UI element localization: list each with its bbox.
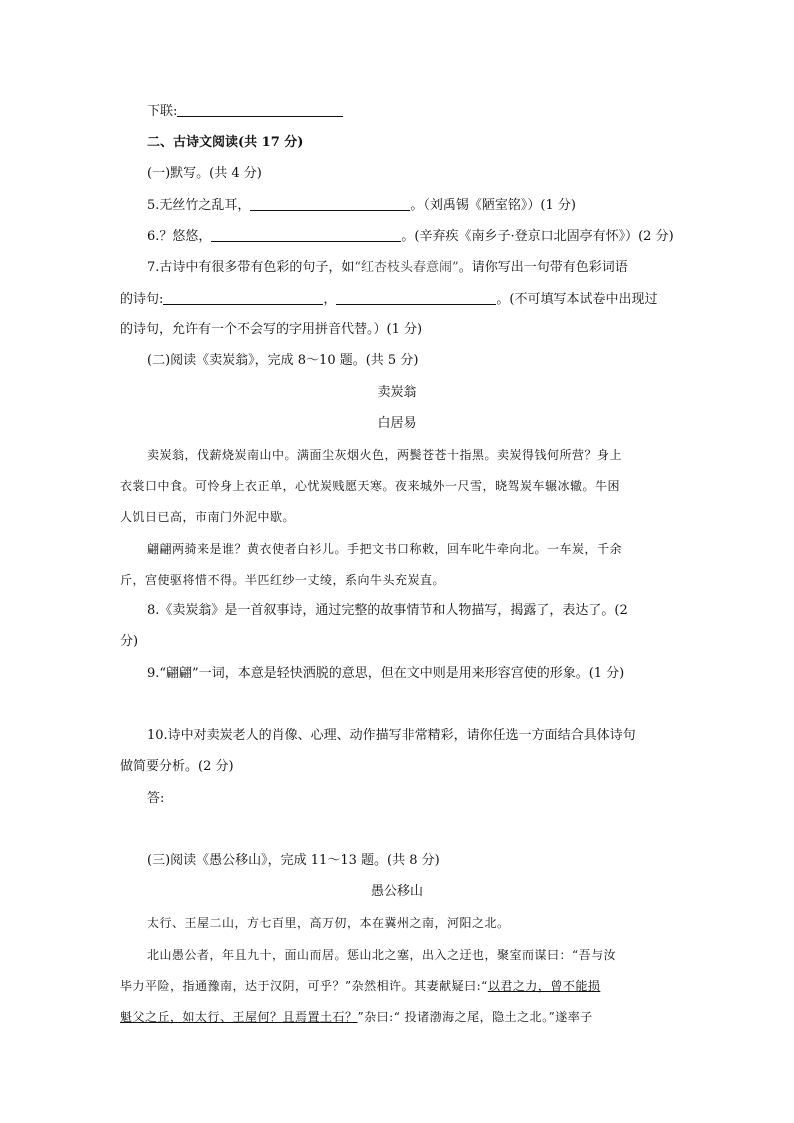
question-10: 10.诗中对卖炭老人的肖像、心理、动作描写非常精彩，请你任选一方面结合具体诗句 xyxy=(147,728,636,743)
poem-line: 人饥日已高，市南门外泥中歇。 xyxy=(120,510,296,524)
answer-blank[interactable] xyxy=(163,290,323,305)
answer-blank[interactable] xyxy=(177,102,343,117)
subsection-heading: (二)阅读《卖炭翁》，完成 8～10 题。(共 5 分) xyxy=(147,353,419,368)
question-8-cont: 分) xyxy=(120,634,139,649)
question-6: 6.？悠悠， 。(辛弃疾《南乡子·登京口北固亭有怀》）(2 分) xyxy=(147,229,674,244)
answer-blank[interactable] xyxy=(336,290,496,305)
text-line: 毕力平险，指通豫南，达于汉阴，可乎？”杂然相许。其妻献疑曰:“以君之力，曾不能损 xyxy=(120,979,601,993)
underlined-text: 魁父之丘，如太行、王屋何？且焉置土石？ xyxy=(120,1010,358,1024)
answer-label: 答: xyxy=(147,791,165,806)
question-7-note: 的诗句，允许有一个不会写的字用拼音代替。）(1 分) xyxy=(120,322,423,337)
text-line: 魁父之丘，如太行、王屋何？且焉置土石？”杂曰:“ 投诸渤海之尾，隐土之北。”遂率子 xyxy=(120,1010,593,1024)
couplet-label: 下联: xyxy=(147,104,178,119)
question-7-blanks: 的诗句: ， 。(不可填写本试卷中出现过 xyxy=(120,292,658,307)
poem-line: 衣裳口中食。可怜身上衣正单，心忧炭贱愿天寒。夜来城外一尺雪，晓驾炭车辗冰辙。牛困 xyxy=(120,479,621,493)
poem-line: 卖炭翁，伐薪烧炭南山中。满面尘灰烟火色，两鬓苍苍十指黑。卖炭得钱何所营？身上 xyxy=(147,448,623,462)
question-9: 9.“翩翩”一词，本意是轻快洒脱的意思，但在文中则是用来形容宫使的形象。(1 分) xyxy=(147,666,625,681)
question-10-cont: 做简要分析。(2 分) xyxy=(120,759,234,774)
section-heading: 二、古诗文阅读(共 17 分) xyxy=(147,135,304,150)
text-line: 太行、王屋二山，方七百里，高万仞，本在冀州之南，河阳之北。 xyxy=(147,916,510,930)
text-title: 愚公移山 xyxy=(370,884,423,899)
subsection-heading: (三)阅读《愚公移山》，完成 11～13 题。(共 8 分) xyxy=(147,853,440,868)
question-8: 8.《卖炭翁》是一首叙事诗，通过完整的故事情节和人物描写，揭露了，表达了。(2 xyxy=(147,603,628,618)
text-line: 北山愚公者，年且九十，面山而居。惩山北之塞，出入之迂也，聚室而谋曰：“吾与汝 xyxy=(147,948,617,962)
subsection-heading: (一)默写。(共 4 分) xyxy=(147,166,262,181)
answer-blank[interactable] xyxy=(250,196,410,211)
underlined-text: 以君之力，曾不能损 xyxy=(487,979,601,993)
poem-line: 斤，宫使驱将惜不得。半匹红纱一丈绫，系向牛头充炭直。 xyxy=(120,573,446,587)
poem-title: 卖炭翁 xyxy=(377,385,417,400)
answer-blank[interactable] xyxy=(211,227,401,242)
poem-line: 翩翩两骑来是谁？黄衣使者白衫儿。手把文书口称敕，回车叱牛牵向北。一车炭，千余 xyxy=(147,542,623,556)
question-5: 5.无丝竹之乱耳， 。（刘禹锡《陋室铭》）(1 分) xyxy=(147,198,576,213)
poem-author: 白居易 xyxy=(377,416,417,431)
couplet-second-line xyxy=(147,102,343,121)
question-7: 7.古诗中有很多带有色彩的句子，如“红杏枝头春意闹”。请你写出一句带有色彩词语 xyxy=(147,260,628,275)
